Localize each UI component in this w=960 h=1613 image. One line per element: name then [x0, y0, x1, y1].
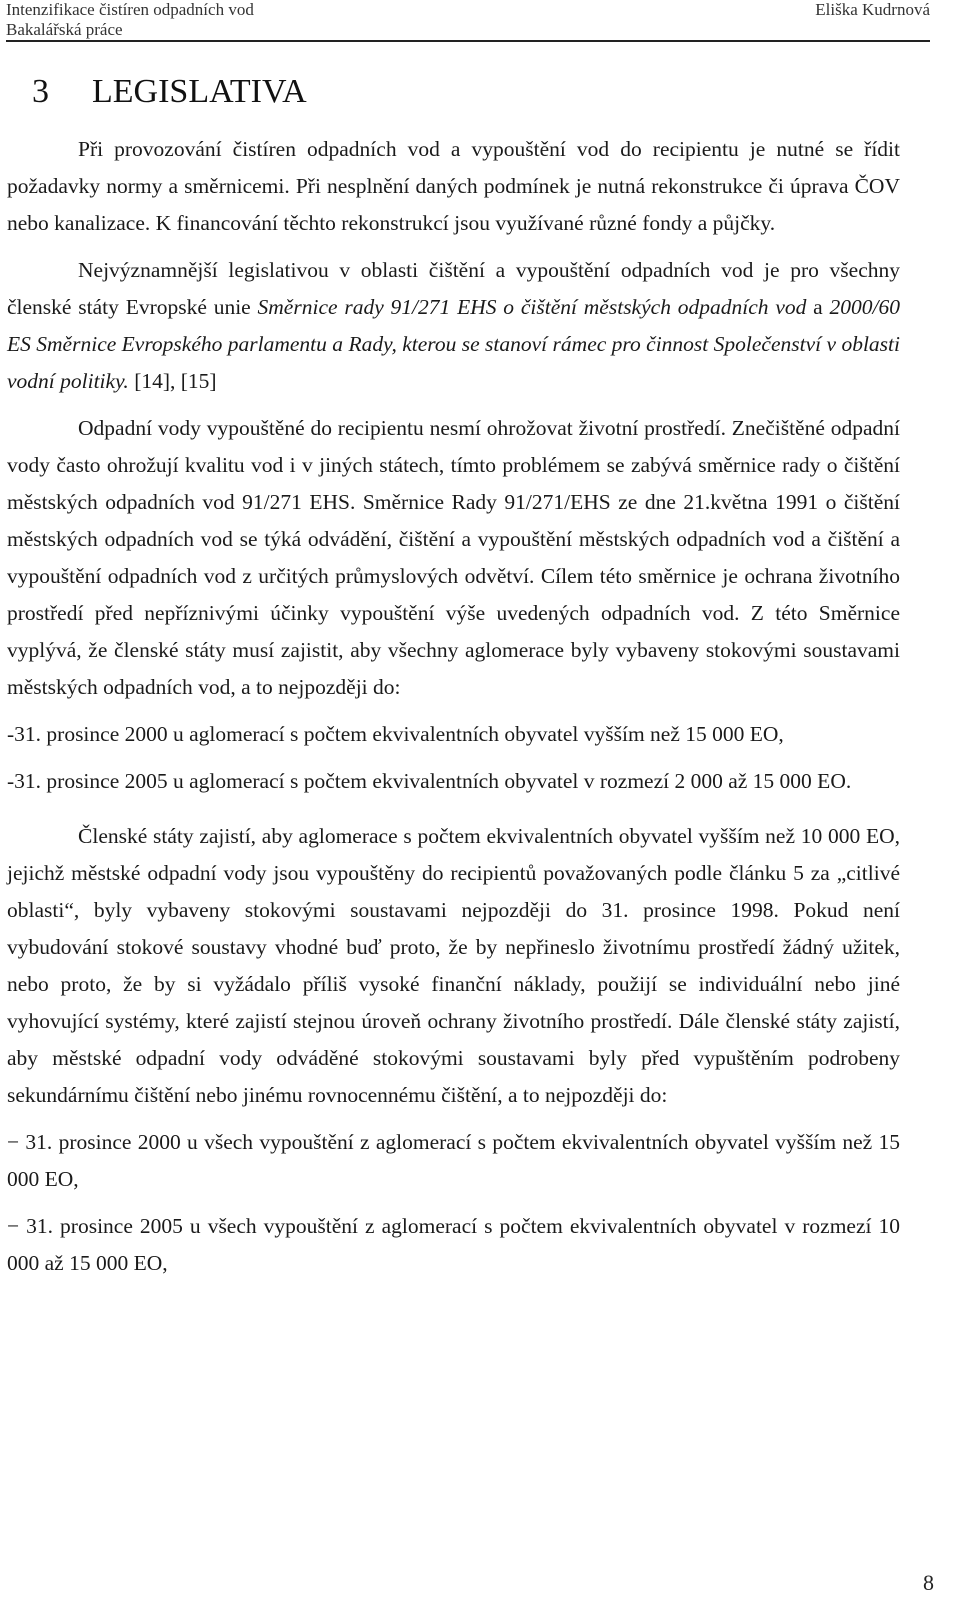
paragraph-directive: Odpadní vody vypouštěné do recipientu nesmí ohrožovat životní prostředí. Znečištěné odpadní vody často ohrožují kvalitu vod i v jiných státech, tímto problémem se zabývá směrnice rady o čištění městských odpadních vod 91/271 EHS. Směrnice Rady 91/271/EHS ze dne 21.května 1991 o čištění městských odpadních vod se týká odvádění, čištění a vypouštění městských odpadních vod a čištění a vypouštění odpadních vod z určitých průmyslových odvětví. Cílem této směrnice je ochrana životního prostředí před nepříznivými účinky vypouštění výše uvedených odpadních vod. Z této Směrnice vyplývá, že členské státy musí zajistit, aby všechny aglomerace byly vybaveny stokovými soustavami městských odpadních vod, a to nejpozději do: — [7, 416, 900, 699]
header-document-type: Bakalářská práce — [6, 20, 123, 39]
paragraph-intro: Při provozování čistíren odpadních vod a vypouštění vod do recipientu je nutné se řídit požadavky normy a směrnicemi. Při nesplnění daných podmínek je nutná rekonstrukce či úprava ČOV nebo kanalizace. K financování těchto rekonstrukcí jsou využívané různé fondy a půjčky. — [7, 137, 900, 235]
body-text — [7, 131, 900, 1282]
paragraph-legislation-conjunction: a — [806, 295, 830, 319]
paragraph-legislation — [7, 252, 900, 400]
page-header — [6, 0, 930, 42]
page-number: 8 — [923, 1570, 934, 1595]
citation-references: [14], [15] — [128, 369, 217, 393]
directive-2000-60-title: 2000/60 ES Směrnice Evropského parlamentu a Rady, kterou se stanoví rámec pro činnost Společenství v oblasti vodní politiky. — [7, 295, 901, 393]
list-item: -31. prosince 2005 u aglomerací s počtem ekvivalentních obyvatel v rozmezí 2 000 až 15 000 EO. — [7, 769, 852, 793]
list-item: − 31. prosince 2005 u všech vypouštění z aglomerací s počtem ekvivalentních obyvatel v rozmezí 10 000 až 15 000 EO, — [7, 1214, 900, 1275]
chapter-title: LEGISLATIVA — [92, 73, 307, 110]
header-document-title: Intenzifikace čistíren odpadních vod — [6, 0, 254, 19]
chapter-number: 3 — [32, 73, 49, 110]
paragraph-member-states: Členské státy zajistí, aby aglomerace s počtem ekvivalentních obyvatel vyšším než 10 000 EO, jejichž městské odpadní vody jsou vypouštěny do recipientů považovaných podle článku 5 za „citlivé oblasti“, byly vybaveny stokovými soustavami nejpozději do 31. prosince 1998. Pokud není vybudování stokové soustavy vhodné buď proto, že by nepřineslo životnímu prostředí žádný užitek, nebo proto, že by si vyžádalo příliš vysoké finanční náklady, použijí se individuální nebo jiné vyhovující systémy, které zajistí stejnou úroveň ochrany životního prostředí. Dále členské státy zajistí, aby městské odpadní vody odváděné stokovými soustavami byly před vypuštěním podrobeny sekundárnímu čištění nebo jinému rovnocennému čištění, a to nejpozději do: — [7, 824, 900, 1107]
directive-91-271-title: Směrnice rady 91/271 EHS o čištění městských odpadních vod — [257, 295, 807, 319]
header-author: Eliška Kudrnová — [815, 0, 930, 19]
header-left — [6, 0, 254, 40]
list-item: − 31. prosince 2000 u všech vypouštění z aglomerací s počtem ekvivalentních obyvatel vyšším než 15 000 EO, — [7, 1130, 900, 1191]
list-item: -31. prosince 2000 u aglomerací s počtem ekvivalentních obyvatel vyšším než 15 000 EO, — [7, 722, 784, 746]
paragraph-legislation-text: Nejvýznamnější legislativou v oblasti čištění a vypouštění odpadních vod je pro všechny členské státy Evropské unie — [7, 258, 900, 319]
chapter-heading — [32, 72, 307, 112]
